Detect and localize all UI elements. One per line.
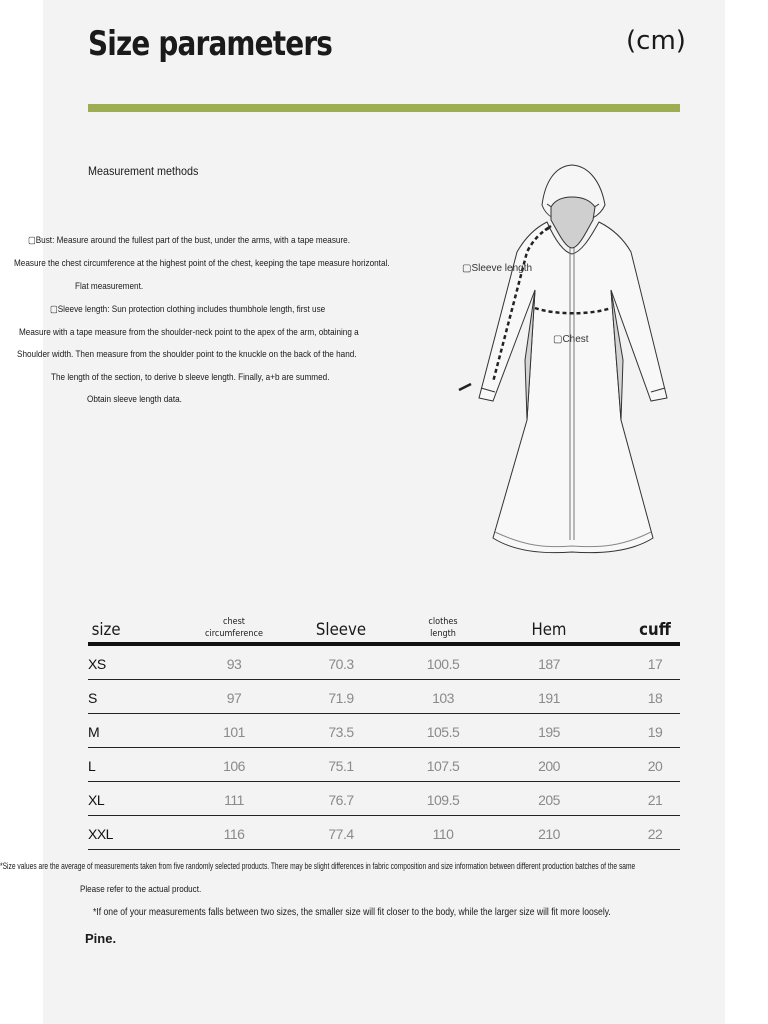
- header-length: [404, 616, 481, 640]
- cell-length: 110: [432, 826, 454, 842]
- cell-length: 105.5: [426, 724, 460, 740]
- size-note: *Size values are the average of measurements taken from five randomly selected products. There may be slight differences in fabric composition and size information between different production batches of the same: [0, 861, 636, 871]
- header-hem: Hem: [531, 620, 567, 640]
- cell-hem: 205: [538, 792, 560, 808]
- method-line: Shoulder width. Then measure from the shoulder point to the knuckle on the back of the hand.: [17, 349, 357, 360]
- brand-logo: Pine.: [85, 931, 117, 946]
- cell-hem: 210: [538, 826, 560, 842]
- header-length-line1: clothes: [428, 617, 458, 627]
- cell-sleeve: 76.7: [328, 792, 354, 808]
- cell-hem: 195: [538, 724, 560, 740]
- table-row: [88, 680, 680, 714]
- cell-length: 109.5: [426, 792, 460, 808]
- header-chest-line2: circumference: [205, 629, 263, 639]
- cell-cuff: 18: [647, 690, 663, 706]
- table-row: [88, 714, 680, 748]
- header-sleeve: Sleeve: [315, 620, 367, 640]
- cell-sleeve: 70.3: [328, 656, 354, 672]
- method-line: Measure the chest circumference at the highest point of the chest, keeping the tape measure horizontal.: [14, 258, 390, 269]
- cell-size: XXL: [88, 826, 113, 842]
- header-chest-line1: chest: [223, 617, 245, 627]
- cell-length: 100.5: [426, 656, 460, 672]
- method-line: Measure with a tape measure from the shoulder-neck point to the apex of the arm, obtaining a: [19, 327, 359, 338]
- table-row: [88, 782, 680, 816]
- fit-note: *If one of your measurements falls between two sizes, the smaller size will fit closer to the body, while the larger size will fit more loosely.: [93, 907, 611, 918]
- accent-divider: [88, 104, 680, 112]
- table-row: [88, 816, 680, 850]
- header-size: size: [91, 620, 121, 640]
- chest-label: ▢Chest: [553, 334, 589, 345]
- method-line: Flat measurement.: [75, 281, 144, 292]
- measurement-methods-title: Measurement methods: [88, 164, 199, 178]
- header-chest: [193, 616, 276, 640]
- table-row: [88, 646, 680, 680]
- cell-chest: 97: [226, 690, 242, 706]
- method-line: Obtain sleeve length data.: [87, 394, 182, 405]
- table-row: [88, 748, 680, 782]
- method-line: ▢Sleeve length: Sun protection clothing includes thumbhole length, first use: [50, 304, 326, 315]
- actual-product-note: Please refer to the actual product.: [80, 884, 202, 895]
- cell-cuff: 19: [647, 724, 663, 740]
- cell-sleeve: 71.9: [328, 690, 354, 706]
- table-header: [88, 612, 680, 646]
- cell-chest: 93: [226, 656, 242, 672]
- cell-length: 103: [432, 690, 454, 706]
- cell-cuff: 20: [647, 758, 663, 774]
- method-line: The length of the section, to derive b sleeve length. Finally, a+b are summed.: [51, 372, 330, 383]
- cell-chest: 116: [223, 826, 245, 842]
- cell-cuff: 21: [647, 792, 663, 808]
- cell-sleeve: 77.4: [328, 826, 354, 842]
- cell-sleeve: 73.5: [328, 724, 354, 740]
- cell-chest: 101: [223, 724, 245, 740]
- cell-hem: 200: [538, 758, 560, 774]
- cell-size: L: [88, 758, 96, 774]
- cell-cuff: 17: [647, 656, 663, 672]
- unit-label: (cm): [626, 26, 686, 56]
- cell-hem: 187: [538, 656, 560, 672]
- hooded-coat-icon: [455, 160, 687, 565]
- header-cuff: cuff: [639, 620, 671, 640]
- cell-size: S: [88, 690, 97, 706]
- method-line: ▢Bust: Measure around the fullest part of the bust, under the arms, with a tape measure.: [28, 235, 350, 246]
- cell-cuff: 22: [647, 826, 663, 842]
- cell-sleeve: 75.1: [328, 758, 354, 774]
- cell-size: M: [88, 724, 100, 740]
- cell-hem: 191: [538, 690, 560, 706]
- garment-illustration: [455, 160, 687, 565]
- cell-chest: 106: [223, 758, 245, 774]
- cell-size: XS: [88, 656, 106, 672]
- sleeve-length-label: ▢Sleeve length: [462, 263, 533, 274]
- cell-length: 107.5: [426, 758, 460, 774]
- header-length-line2: length: [430, 629, 456, 639]
- cell-size: XL: [88, 792, 105, 808]
- cell-chest: 111: [224, 792, 244, 808]
- page-title: Size parameters: [88, 24, 333, 64]
- size-table: [88, 612, 680, 850]
